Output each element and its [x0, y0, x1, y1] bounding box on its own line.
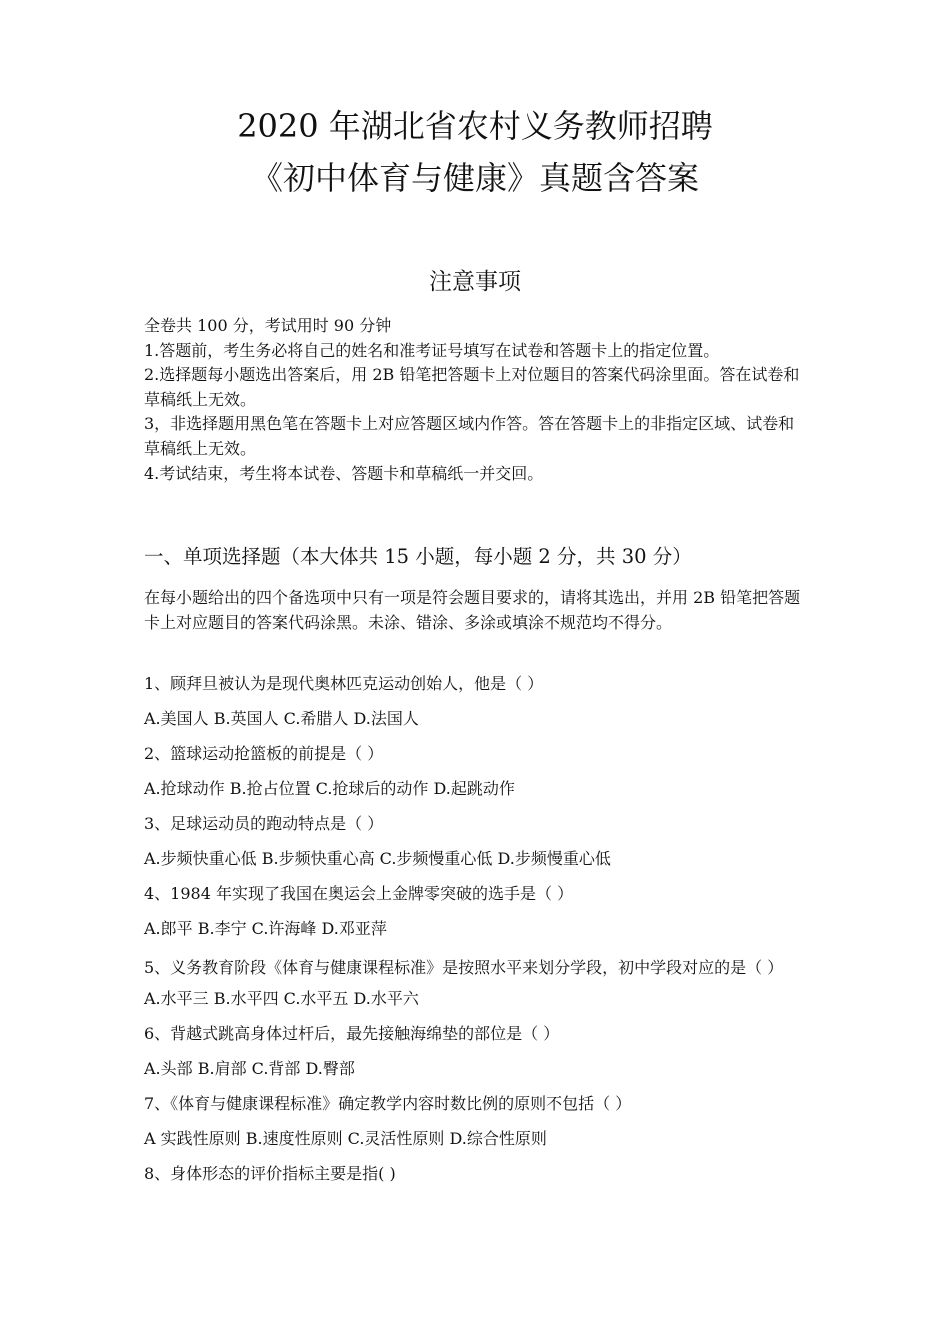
- notice-line: 全卷共 100 分，考试用时 90 分钟: [144, 316, 392, 335]
- question-options: A 实践性原则 B.速度性原则 C.灵活性原则 D.综合性原则: [144, 1129, 547, 1148]
- question-list: [144, 670, 809, 1195]
- question-stem: 1、顾拜旦被认为是现代奥林匹克运动创始人，他是（ ）: [144, 674, 544, 693]
- question-options: A.郎平 B.李宁 C.许海峰 D.邓亚萍: [144, 919, 387, 938]
- question-stem: 6、背越式跳高身体过杆后，最先接触海绵垫的部位是（ ）: [144, 1024, 560, 1043]
- notice-line: 1.答题前，考生务必将自己的姓名和准考证号填写在试卷和答题卡上的指定位置。: [144, 340, 720, 360]
- question-stem: 4、1984 年实现了我国在奥运会上金牌零突破的选手是（ ）: [144, 884, 574, 903]
- instructions-text: 在每小题给出的四个备选项中只有一项是符会题目要求的，请将其选出，并用 2B 铅笔把答题卡上对应题目的答案代码涂黑。未涂、错涂、多涂或填涂不规范均不得分。: [144, 588, 801, 632]
- question-stem: 7、《体育与健康课程标准》确定教学内容时数比例的原则不包括（ ）: [144, 1094, 632, 1113]
- document-title-line2: 《初中体育与健康》真题含答案: [250, 159, 699, 197]
- notice-line: 2.选择题每小题选出答案后，用 2B 铅笔把答题卡上对位题目的答案代码涂里面。答在试卷和草稿纸上无效。: [144, 365, 800, 409]
- question-stem: 8、身体形态的评价指标主要是指( ): [144, 1164, 396, 1183]
- section-instructions: [144, 586, 809, 635]
- section-heading: 一、单项选择题（本大体共 15 小题，每小题 2 分，共 30 分）: [144, 545, 692, 568]
- question-options: A.抢球动作 B.抢占位置 C.抢球后的动作 D.起跳动作: [144, 779, 515, 798]
- notice-heading: 注意事项: [429, 269, 521, 295]
- document-title-line1: 2020 年湖北省农村义务教师招聘: [237, 107, 713, 145]
- notice-block: [144, 314, 809, 486]
- notice-line: 4.考试结束，考生将本试卷、答题卡和草稿纸一并交回。: [144, 463, 544, 483]
- question-options: A.水平三 B.水平四 C.水平五 D.水平六: [144, 989, 419, 1008]
- question-stem: 5、义务教育阶段《体育与健康课程标准》是按照水平来划分学段，初中学段对应的是（ ）: [144, 958, 784, 977]
- question-stem: 3、足球运动员的跑动特点是（ ）: [144, 814, 384, 833]
- notice-line: 3，非选择题用黑色笔在答题卡上对应答题区域内作答。答在答题卡上的非指定区域、试卷和草稿纸上无效。: [144, 414, 795, 458]
- question-options: A.头部 B.肩部 C.背部 D.臀部: [144, 1059, 355, 1078]
- question-options: A.美国人 B.英国人 C.希腊人 D.法国人: [144, 709, 419, 728]
- question-stem: 2、篮球运动抢篮板的前提是（ ）: [144, 744, 384, 763]
- question-options: A.步频快重心低 B.步频快重心高 C.步频慢重心低 D.步频慢重心低: [144, 849, 611, 868]
